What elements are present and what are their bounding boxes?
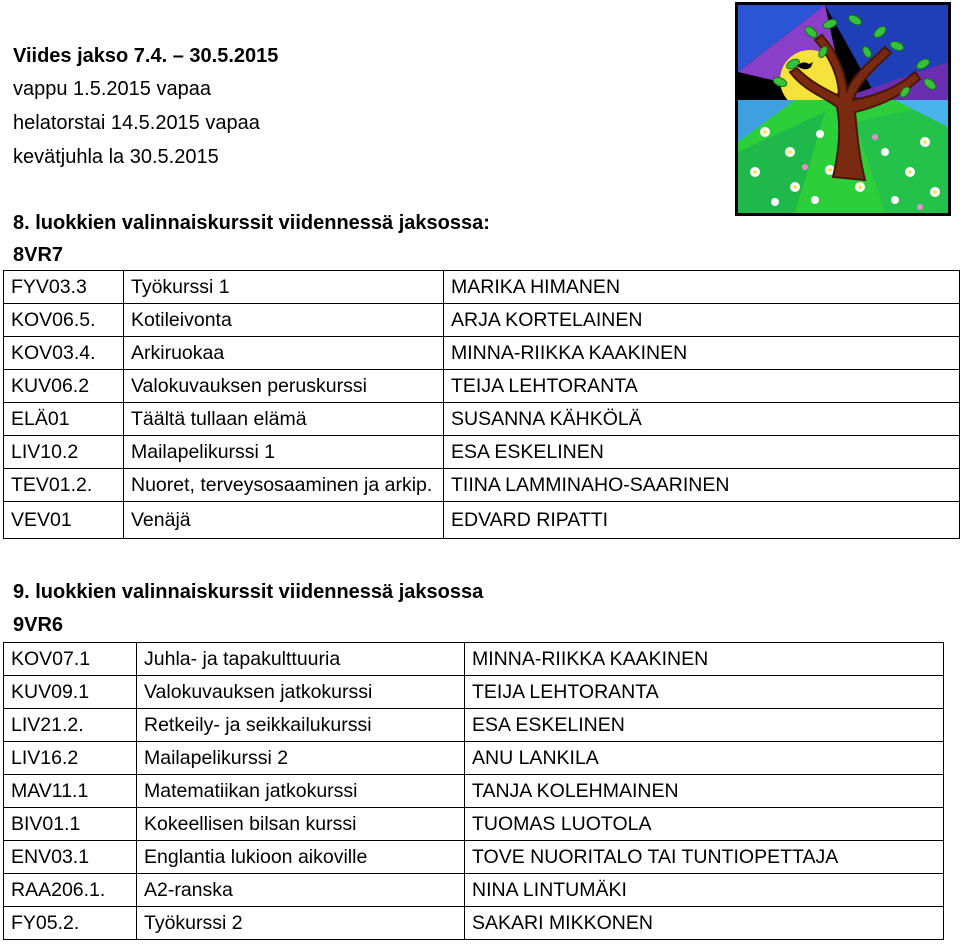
course-code: TEV01.2. [4, 469, 124, 502]
course-name: Juhla- ja tapakulttuuria [137, 643, 465, 676]
spring-tree-clipart [735, 2, 951, 216]
course-code: VEV01 [4, 502, 124, 539]
section8-heading: 8. luokkien valinnaiskurssit viidennessä jaksossa: [13, 212, 490, 234]
section9-course-table [3, 642, 944, 940]
course-teacher: TEIJA LEHTORANTA [465, 676, 944, 709]
table-row [4, 841, 944, 874]
course-name: Valokuvauksen jatkokurssi [137, 676, 465, 709]
course-name: Retkeily- ja seikkailukurssi [137, 709, 465, 742]
section8-course-table [3, 270, 960, 539]
course-name: Työkurssi 2 [137, 907, 465, 940]
table-row [4, 907, 944, 940]
course-name: Kokeellisen bilsan kurssi [137, 808, 465, 841]
course-code: BIV01.1 [4, 808, 137, 841]
course-name: Matematiikan jatkokurssi [137, 775, 465, 808]
course-code: ENV03.1 [4, 841, 137, 874]
course-name: Nuoret, terveysosaaminen ja arkip. [124, 469, 444, 502]
table-row [4, 403, 960, 436]
course-teacher: TIINA LAMMINAHO-SAARINEN [444, 469, 960, 502]
course-code: LIV21.2. [4, 709, 137, 742]
course-name: Venäjä [124, 502, 444, 539]
table-row [4, 469, 960, 502]
course-teacher: ESA ESKELINEN [465, 709, 944, 742]
spring-tree-icon [735, 2, 951, 216]
course-teacher: TUOMAS LUOTOLA [465, 808, 944, 841]
course-code: MAV11.1 [4, 775, 137, 808]
course-teacher: SUSANNA KÄHKÖLÄ [444, 403, 960, 436]
table-row [4, 436, 960, 469]
course-name: Täältä tullaan elämä [124, 403, 444, 436]
holiday-line-kevatjuhla: kevätjuhla la 30.5.2015 [13, 146, 219, 168]
course-code: LIV16.2 [4, 742, 137, 775]
table-row [4, 709, 944, 742]
section9-tray: 9VR6 [13, 614, 64, 636]
course-code: ELÄ01 [4, 403, 124, 436]
holiday-line-helatorstai: helatorstai 14.5.2015 vapaa [13, 112, 260, 134]
course-teacher: ESA ESKELINEN [444, 436, 960, 469]
course-name: Kotileivonta [124, 304, 444, 337]
holiday-line-vappu: vappu 1.5.2015 vapaa [13, 78, 211, 100]
course-teacher: ARJA KORTELAINEN [444, 304, 960, 337]
page-title: Viides jakso 7.4. – 30.5.2015 [13, 45, 279, 67]
course-teacher: TEIJA LEHTORANTA [444, 370, 960, 403]
course-code: KUV09.1 [4, 676, 137, 709]
table-row [4, 304, 960, 337]
course-code: KOV06.5. [4, 304, 124, 337]
course-teacher: EDVARD RIPATTI [444, 502, 960, 539]
table-row [4, 502, 960, 539]
course-name: Valokuvauksen peruskurssi [124, 370, 444, 403]
course-name: A2-ranska [137, 874, 465, 907]
section9-heading: 9. luokkien valinnaiskurssit viidennessä jaksossa [13, 581, 484, 603]
course-teacher: SAKARI MIKKONEN [465, 907, 944, 940]
table-row [4, 808, 944, 841]
course-teacher: MINNA-RIIKKA KAAKINEN [465, 643, 944, 676]
table-row [4, 643, 944, 676]
course-name: Englantia lukioon aikoville [137, 841, 465, 874]
course-name: Mailapelikurssi 1 [124, 436, 444, 469]
course-teacher: MINNA-RIIKKA KAAKINEN [444, 337, 960, 370]
table-row [4, 271, 960, 304]
course-teacher: MARIKA HIMANEN [444, 271, 960, 304]
course-name: Arkiruokaa [124, 337, 444, 370]
course-name: Mailapelikurssi 2 [137, 742, 465, 775]
course-code: KOV07.1 [4, 643, 137, 676]
course-code: RAA206.1. [4, 874, 137, 907]
table-row [4, 676, 944, 709]
course-teacher: ANU LANKILA [465, 742, 944, 775]
table-row [4, 874, 944, 907]
course-code: FYV03.3 [4, 271, 124, 304]
course-teacher: TOVE NUORITALO TAI TUNTIOPETTAJA [465, 841, 944, 874]
course-code: FY05.2. [4, 907, 137, 940]
course-code: KUV06.2 [4, 370, 124, 403]
table-row [4, 775, 944, 808]
section8-tray: 8VR7 [13, 244, 64, 266]
table-row [4, 742, 944, 775]
course-name: Työkurssi 1 [124, 271, 444, 304]
table-row [4, 337, 960, 370]
course-code: KOV03.4. [4, 337, 124, 370]
table-row [4, 370, 960, 403]
course-teacher: NINA LINTUMÄKI [465, 874, 944, 907]
course-code: LIV10.2 [4, 436, 124, 469]
course-teacher: TANJA KOLEHMAINEN [465, 775, 944, 808]
